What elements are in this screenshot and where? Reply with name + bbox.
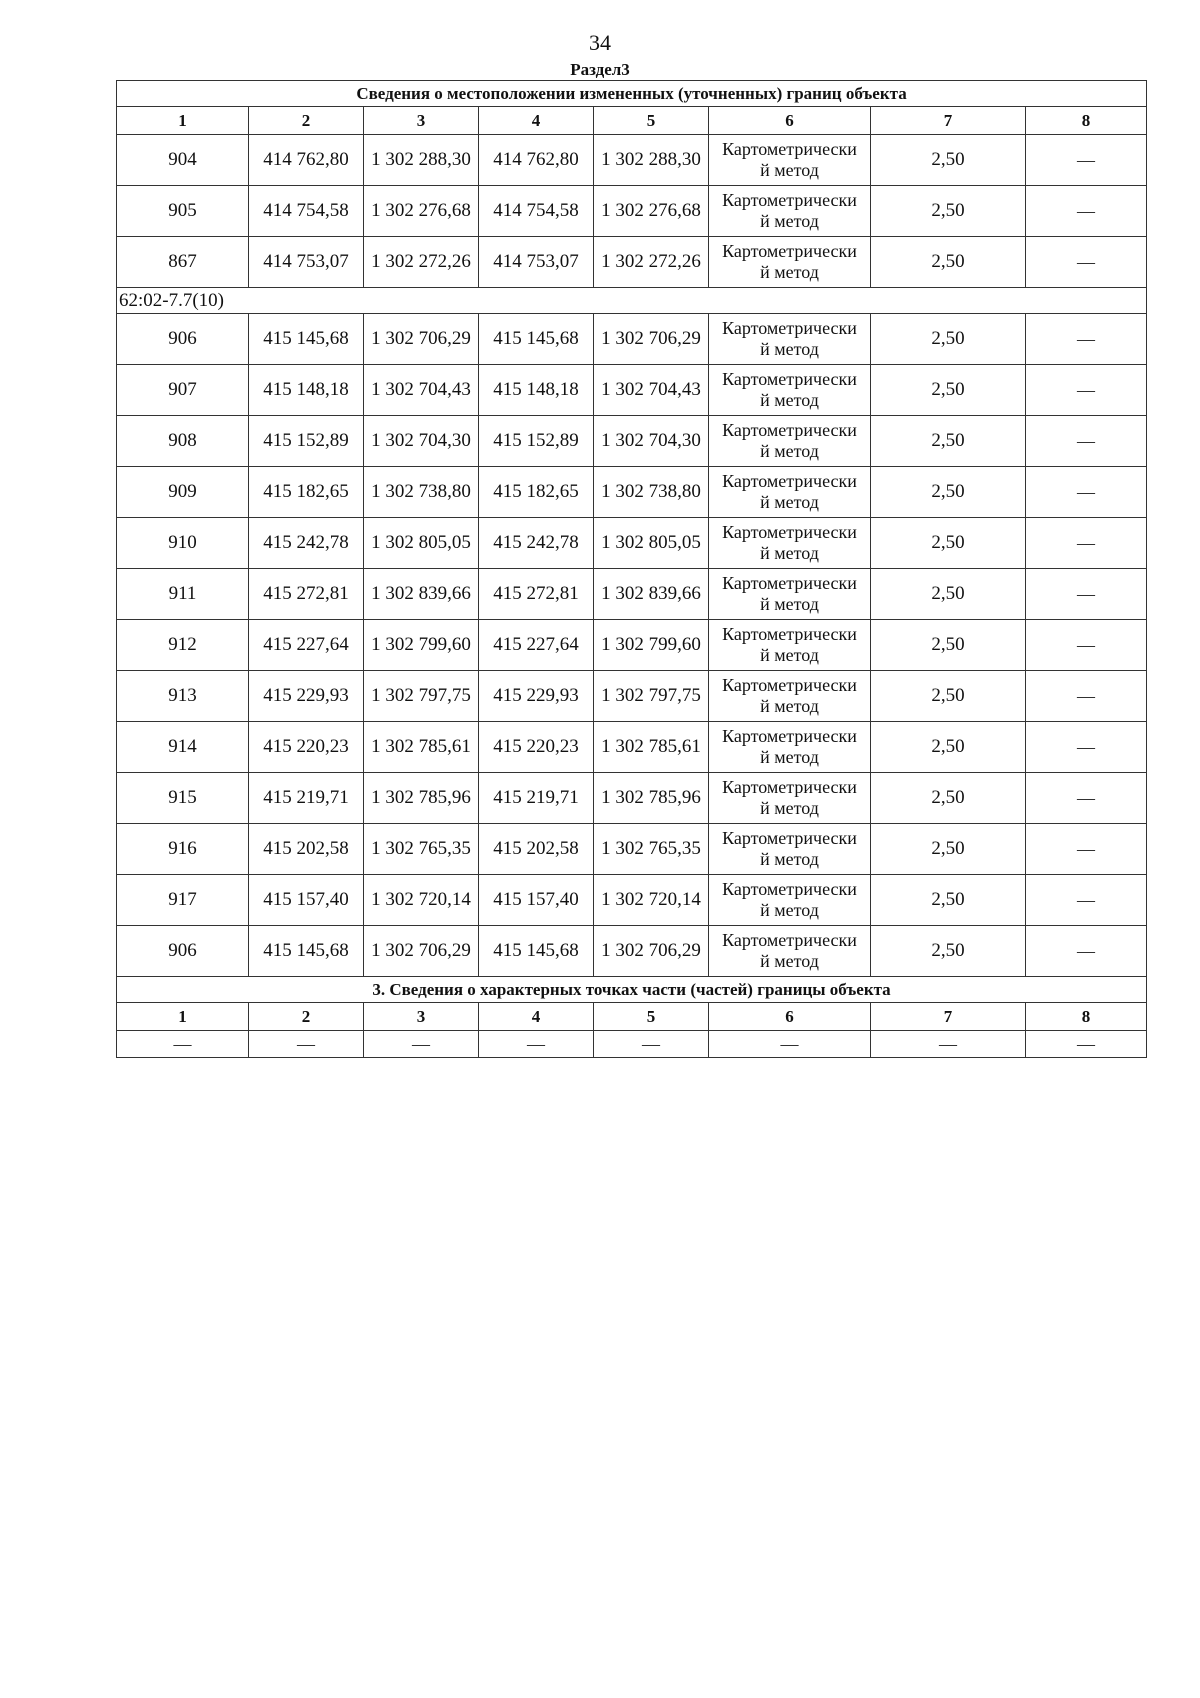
method-text-line-2: й метод <box>760 900 819 920</box>
y-new-cell: 1 302 704,43 <box>594 365 709 416</box>
accuracy-cell: 2,50 <box>871 671 1026 722</box>
column-header-2: 2 <box>249 1003 364 1031</box>
column-header-1: 1 <box>117 1003 249 1031</box>
method-cell <box>709 926 871 977</box>
empty-cell: — <box>1026 1031 1147 1058</box>
table-row <box>117 824 1147 875</box>
column-header-3: 3 <box>364 107 479 135</box>
description-cell: — <box>1026 467 1147 518</box>
accuracy-cell: 2,50 <box>871 416 1026 467</box>
column-header-4: 4 <box>479 1003 594 1031</box>
y-existing-cell: 1 302 272,26 <box>364 237 479 288</box>
x-new-cell: 415 145,68 <box>479 314 594 365</box>
group-label: 62:02-7.7(10) <box>117 288 1147 314</box>
method-cell <box>709 314 871 365</box>
method-cell <box>709 569 871 620</box>
y-existing-cell: 1 302 276,68 <box>364 186 479 237</box>
y-new-cell: 1 302 288,30 <box>594 135 709 186</box>
description-cell: — <box>1026 365 1147 416</box>
column-header-1: 1 <box>117 107 249 135</box>
method-text-line-2: й метод <box>760 441 819 461</box>
point-number-cell: 906 <box>117 314 249 365</box>
column-header-6: 6 <box>709 107 871 135</box>
y-existing-cell: 1 302 704,30 <box>364 416 479 467</box>
x-existing-cell: 415 229,93 <box>249 671 364 722</box>
column-header-5: 5 <box>594 1003 709 1031</box>
point-number-cell: 911 <box>117 569 249 620</box>
x-existing-cell: 415 272,81 <box>249 569 364 620</box>
method-text-line-2: й метод <box>760 339 819 359</box>
method-text-line-2: й метод <box>760 747 819 767</box>
accuracy-cell: 2,50 <box>871 237 1026 288</box>
method-text-line-2: й метод <box>760 849 819 869</box>
table-row <box>117 186 1147 237</box>
point-number-cell: 917 <box>117 875 249 926</box>
table-row <box>117 671 1147 722</box>
method-text-line-2: й метод <box>760 262 819 282</box>
method-cell <box>709 135 871 186</box>
y-existing-cell: 1 302 706,29 <box>364 314 479 365</box>
table-title: Сведения о местоположении измененных (уточненных) границ объекта <box>117 81 1147 107</box>
method-text-line-1: Картометрически <box>722 573 857 593</box>
y-new-cell: 1 302 706,29 <box>594 926 709 977</box>
point-number-cell: 910 <box>117 518 249 569</box>
x-new-cell: 415 229,93 <box>479 671 594 722</box>
empty-cell: — <box>364 1031 479 1058</box>
method-text-line-2: й метод <box>760 696 819 716</box>
y-new-cell: 1 302 704,30 <box>594 416 709 467</box>
y-new-cell: 1 302 738,80 <box>594 467 709 518</box>
y-existing-cell: 1 302 797,75 <box>364 671 479 722</box>
empty-cell: — <box>594 1031 709 1058</box>
method-text-line-1: Картометрически <box>722 930 857 950</box>
table-row <box>117 926 1147 977</box>
method-text-line-1: Картометрически <box>722 879 857 899</box>
x-new-cell: 415 182,65 <box>479 467 594 518</box>
x-existing-cell: 415 145,68 <box>249 926 364 977</box>
method-text-line-1: Картометрически <box>722 369 857 389</box>
x-existing-cell: 415 220,23 <box>249 722 364 773</box>
x-new-cell: 415 220,23 <box>479 722 594 773</box>
page-number: 34 <box>589 30 611 55</box>
y-new-cell: 1 302 272,26 <box>594 237 709 288</box>
method-text-line-2: й метод <box>760 951 819 971</box>
method-cell <box>709 875 871 926</box>
section-heading: Раздел3 <box>570 60 630 79</box>
method-text-line-1: Картометрически <box>722 139 857 159</box>
column-header-7: 7 <box>871 107 1026 135</box>
column-header-3: 3 <box>364 1003 479 1031</box>
x-new-cell: 414 754,58 <box>479 186 594 237</box>
table-row <box>117 314 1147 365</box>
column-header-8: 8 <box>1026 1003 1147 1031</box>
method-text-line-1: Картометрически <box>722 675 857 695</box>
description-cell: — <box>1026 237 1147 288</box>
y-existing-cell: 1 302 738,80 <box>364 467 479 518</box>
x-new-cell: 415 202,58 <box>479 824 594 875</box>
x-new-cell: 415 227,64 <box>479 620 594 671</box>
method-text-line-1: Картометрически <box>722 828 857 848</box>
point-number-cell: 914 <box>117 722 249 773</box>
description-cell: — <box>1026 926 1147 977</box>
accuracy-cell: 2,50 <box>871 875 1026 926</box>
x-new-cell: 415 219,71 <box>479 773 594 824</box>
table-row <box>117 467 1147 518</box>
x-existing-cell: 415 202,58 <box>249 824 364 875</box>
point-number-cell: 915 <box>117 773 249 824</box>
description-cell: — <box>1026 135 1147 186</box>
boundary-coordinates-table <box>116 80 1147 1058</box>
x-existing-cell: 414 753,07 <box>249 237 364 288</box>
x-existing-cell: 415 152,89 <box>249 416 364 467</box>
point-number-cell: 909 <box>117 467 249 518</box>
accuracy-cell: 2,50 <box>871 824 1026 875</box>
method-cell <box>709 671 871 722</box>
x-new-cell: 415 145,68 <box>479 926 594 977</box>
description-cell: — <box>1026 722 1147 773</box>
table-row <box>117 135 1147 186</box>
method-text-line-1: Картометрически <box>722 190 857 210</box>
part3-title: 3. Сведения о характерных точках части (частей) границы объекта <box>117 977 1147 1003</box>
x-new-cell: 415 157,40 <box>479 875 594 926</box>
method-text-line-2: й метод <box>760 492 819 512</box>
y-new-cell: 1 302 805,05 <box>594 518 709 569</box>
accuracy-cell: 2,50 <box>871 467 1026 518</box>
y-new-cell: 1 302 706,29 <box>594 314 709 365</box>
method-text-line-2: й метод <box>760 645 819 665</box>
accuracy-cell: 2,50 <box>871 722 1026 773</box>
y-existing-cell: 1 302 805,05 <box>364 518 479 569</box>
table-row <box>117 416 1147 467</box>
method-text-line-1: Картометрически <box>722 726 857 746</box>
x-new-cell: 415 152,89 <box>479 416 594 467</box>
y-new-cell: 1 302 785,61 <box>594 722 709 773</box>
x-existing-cell: 415 157,40 <box>249 875 364 926</box>
accuracy-cell: 2,50 <box>871 365 1026 416</box>
y-existing-cell: 1 302 799,60 <box>364 620 479 671</box>
description-cell: — <box>1026 620 1147 671</box>
method-text-line-2: й метод <box>760 594 819 614</box>
description-cell: — <box>1026 824 1147 875</box>
method-text-line-2: й метод <box>760 160 819 180</box>
method-text-line-2: й метод <box>760 798 819 818</box>
empty-cell: — <box>117 1031 249 1058</box>
empty-cell: — <box>871 1031 1026 1058</box>
x-existing-cell: 414 762,80 <box>249 135 364 186</box>
method-cell <box>709 467 871 518</box>
description-cell: — <box>1026 671 1147 722</box>
accuracy-cell: 2,50 <box>871 314 1026 365</box>
x-existing-cell: 415 182,65 <box>249 467 364 518</box>
x-existing-cell: 415 242,78 <box>249 518 364 569</box>
table-row <box>117 875 1147 926</box>
accuracy-cell: 2,50 <box>871 773 1026 824</box>
method-cell <box>709 365 871 416</box>
empty-cell: — <box>249 1031 364 1058</box>
method-cell <box>709 824 871 875</box>
table-row <box>117 365 1147 416</box>
method-text-line-1: Картометрически <box>722 241 857 261</box>
description-cell: — <box>1026 875 1147 926</box>
method-text-line-1: Картометрически <box>722 420 857 440</box>
part3-empty-row <box>117 1031 1147 1058</box>
method-text-line-2: й метод <box>760 390 819 410</box>
method-cell <box>709 518 871 569</box>
point-number-cell: 906 <box>117 926 249 977</box>
method-cell <box>709 722 871 773</box>
y-existing-cell: 1 302 720,14 <box>364 875 479 926</box>
description-cell: — <box>1026 518 1147 569</box>
y-existing-cell: 1 302 704,43 <box>364 365 479 416</box>
table-row <box>117 773 1147 824</box>
point-number-cell: 913 <box>117 671 249 722</box>
description-cell: — <box>1026 186 1147 237</box>
x-existing-cell: 415 219,71 <box>249 773 364 824</box>
part3-header-row <box>117 1003 1147 1031</box>
column-header-8: 8 <box>1026 107 1147 135</box>
method-text-line-1: Картометрически <box>722 522 857 542</box>
empty-cell: — <box>709 1031 871 1058</box>
x-existing-cell: 415 145,68 <box>249 314 364 365</box>
column-header-row <box>117 107 1147 135</box>
point-number-cell: 867 <box>117 237 249 288</box>
point-number-cell: 907 <box>117 365 249 416</box>
y-existing-cell: 1 302 706,29 <box>364 926 479 977</box>
point-number-cell: 908 <box>117 416 249 467</box>
empty-cell: — <box>479 1031 594 1058</box>
method-cell <box>709 186 871 237</box>
x-new-cell: 415 272,81 <box>479 569 594 620</box>
description-cell: — <box>1026 569 1147 620</box>
column-header-2: 2 <box>249 107 364 135</box>
y-new-cell: 1 302 799,60 <box>594 620 709 671</box>
table-title-row <box>117 81 1147 107</box>
column-header-4: 4 <box>479 107 594 135</box>
description-cell: — <box>1026 416 1147 467</box>
point-number-cell: 912 <box>117 620 249 671</box>
x-new-cell: 414 753,07 <box>479 237 594 288</box>
x-existing-cell: 415 148,18 <box>249 365 364 416</box>
point-number-cell: 916 <box>117 824 249 875</box>
point-number-cell: 905 <box>117 186 249 237</box>
y-new-cell: 1 302 765,35 <box>594 824 709 875</box>
description-cell: — <box>1026 314 1147 365</box>
table-row <box>117 722 1147 773</box>
accuracy-cell: 2,50 <box>871 186 1026 237</box>
y-existing-cell: 1 302 288,30 <box>364 135 479 186</box>
method-cell <box>709 773 871 824</box>
column-header-5: 5 <box>594 107 709 135</box>
y-new-cell: 1 302 785,96 <box>594 773 709 824</box>
point-number-cell: 904 <box>117 135 249 186</box>
table-row <box>117 569 1147 620</box>
x-new-cell: 415 242,78 <box>479 518 594 569</box>
y-new-cell: 1 302 720,14 <box>594 875 709 926</box>
method-cell <box>709 416 871 467</box>
method-text-line-1: Картометрически <box>722 777 857 797</box>
accuracy-cell: 2,50 <box>871 135 1026 186</box>
table-row <box>117 237 1147 288</box>
y-existing-cell: 1 302 839,66 <box>364 569 479 620</box>
x-new-cell: 415 148,18 <box>479 365 594 416</box>
x-existing-cell: 415 227,64 <box>249 620 364 671</box>
y-existing-cell: 1 302 785,61 <box>364 722 479 773</box>
column-header-7: 7 <box>871 1003 1026 1031</box>
method-text-line-2: й метод <box>760 543 819 563</box>
description-cell: — <box>1026 773 1147 824</box>
method-cell <box>709 237 871 288</box>
y-new-cell: 1 302 797,75 <box>594 671 709 722</box>
method-text-line-2: й метод <box>760 211 819 231</box>
method-cell <box>709 620 871 671</box>
column-header-6: 6 <box>709 1003 871 1031</box>
x-new-cell: 414 762,80 <box>479 135 594 186</box>
method-text-line-1: Картометрически <box>722 471 857 491</box>
accuracy-cell: 2,50 <box>871 518 1026 569</box>
method-text-line-1: Картометрически <box>722 624 857 644</box>
group-row <box>117 288 1147 314</box>
y-new-cell: 1 302 839,66 <box>594 569 709 620</box>
part3-title-row <box>117 977 1147 1003</box>
table-row <box>117 620 1147 671</box>
y-existing-cell: 1 302 785,96 <box>364 773 479 824</box>
x-existing-cell: 414 754,58 <box>249 186 364 237</box>
y-new-cell: 1 302 276,68 <box>594 186 709 237</box>
accuracy-cell: 2,50 <box>871 926 1026 977</box>
accuracy-cell: 2,50 <box>871 620 1026 671</box>
table-row <box>117 518 1147 569</box>
accuracy-cell: 2,50 <box>871 569 1026 620</box>
y-existing-cell: 1 302 765,35 <box>364 824 479 875</box>
method-text-line-1: Картометрически <box>722 318 857 338</box>
